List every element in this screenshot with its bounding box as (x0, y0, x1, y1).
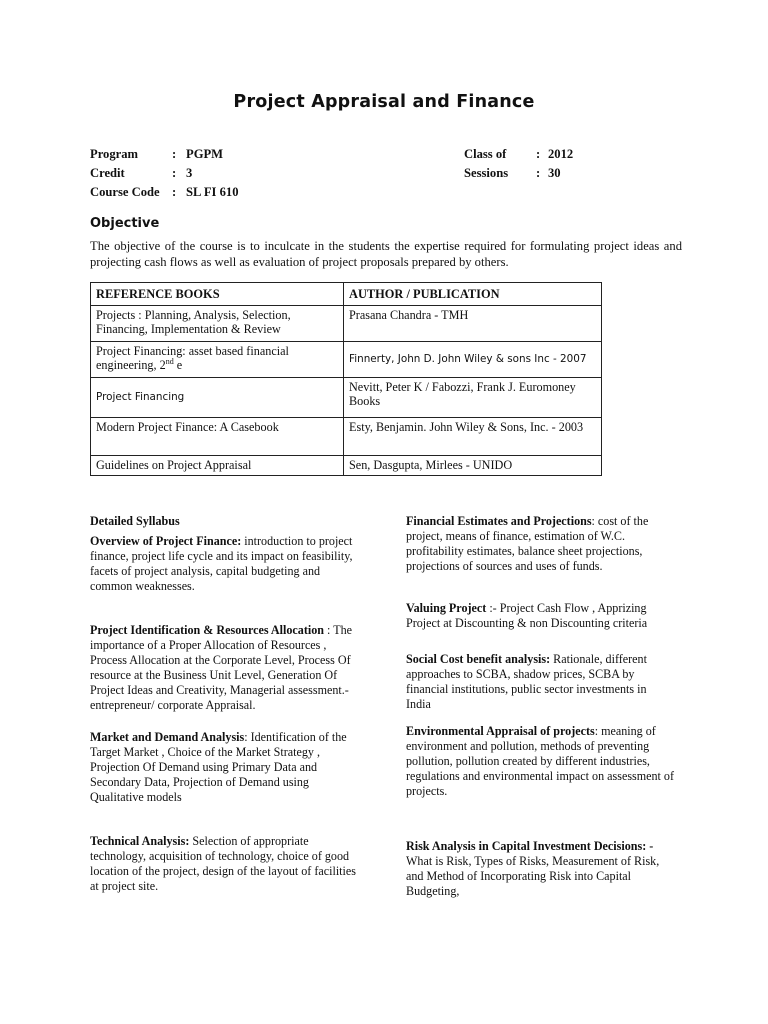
book-title: Guidelines on Project Appraisal (91, 456, 344, 476)
topic-title: Market and Demand Analysis (90, 730, 245, 744)
meta-key: Class of (464, 147, 507, 161)
syllabus-topic (90, 534, 362, 594)
topic-body: :- Project Cash Flow , Apprizing Project at Discounting & non Discounting criteria (406, 601, 648, 630)
meta-key: Sessions (464, 166, 509, 180)
meta-row-credit (90, 164, 239, 183)
table-header-row (91, 283, 602, 306)
topic-title: Overview of Project Finance: (90, 534, 242, 548)
syllabus-topic (406, 839, 674, 899)
meta-value: 30 (548, 166, 561, 180)
topic-body: What is Risk, Types of Risks, Measurement of Risk, and Method of Incorporating Risk into Capital Budgeting, (406, 854, 660, 898)
column-header: AUTHOR / PUBLICATION (344, 283, 602, 306)
meta-key: Credit (90, 166, 125, 180)
meta-value: PGPM (186, 147, 224, 161)
meta-colon: : (536, 166, 541, 180)
syllabus-topic (406, 724, 674, 799)
topic-body: : The importance of a Proper Allocation of Resources , Process Allocation at the Corporate Level, Process Of resource at the Business Unit Level, Generation Of Project Ideas and Creativity, Managerial assessment.- entrepreneur/ corporate Appraisal. (90, 623, 352, 712)
page-title: Project Appraisal and Finance (233, 92, 535, 112)
table-row (91, 456, 602, 476)
book-author: Prasana Chandra - TMH (344, 306, 602, 342)
course-meta-right (464, 145, 573, 183)
meta-row-class-of (464, 145, 573, 164)
syllabus-topic (90, 834, 362, 894)
meta-key: Program (90, 147, 139, 161)
topic-body: introduction to project finance, project life cycle and its impact on feasibility, facets of project analysis, capital budgeting and common weaknesses. (90, 534, 353, 593)
syllabus-heading: Detailed Syllabus (90, 514, 180, 528)
meta-colon: : (536, 147, 541, 161)
topic-title: Risk Analysis in Capital Investment Decisions: - (406, 839, 654, 853)
topic-title: Project Identification & Resources Allocation (90, 623, 324, 637)
meta-row-course-code (90, 183, 239, 202)
meta-value: SL FI 610 (186, 185, 239, 199)
book-title: Project Financing (91, 378, 344, 418)
meta-row-program (90, 145, 239, 164)
topic-body: : meaning of environment and pollution, methods of preventing pollution, pollution created by different industries, regulations and environmental impact on assessment of projects. (406, 724, 675, 798)
meta-value: 2012 (548, 147, 574, 161)
objective-heading: Objective (90, 216, 160, 231)
column-header: REFERENCE BOOKS (91, 283, 344, 306)
table-row (91, 418, 602, 456)
meta-colon: : (172, 185, 177, 199)
book-title: Projects : Planning, Analysis, Selection, Financing, Implementation & Review (91, 306, 344, 342)
book-author: Esty, Benjamin. John Wiley & Sons, Inc. - 2003 (344, 418, 602, 456)
course-meta-left (90, 145, 239, 202)
syllabus-topic (90, 623, 362, 713)
syllabus-topic (406, 514, 674, 574)
table-row (91, 306, 602, 342)
syllabus-topic (406, 601, 674, 631)
topic-title: Social Cost benefit analysis: (406, 652, 551, 666)
topic-title: Technical Analysis: (90, 834, 190, 848)
topic-title: Financial Estimates and Projections (406, 514, 592, 528)
book-author: Sen, Dasgupta, Mirlees - UNIDO (344, 456, 602, 476)
book-title-text: Project Financing: asset based financial engineering, 2 (96, 344, 289, 372)
book-title (91, 342, 344, 378)
reference-books-table (90, 282, 602, 476)
meta-colon: : (172, 166, 177, 180)
meta-row-sessions (464, 164, 573, 183)
syllabus-topic (90, 730, 362, 805)
book-title: Modern Project Finance: A Casebook (91, 418, 344, 456)
meta-colon: : (172, 147, 177, 161)
book-title-tail: e (173, 358, 183, 372)
book-author: Finnerty, John D. John Wiley & sons Inc - 2007 (344, 342, 602, 378)
syllabus-topic (406, 652, 674, 712)
superscript: nd (165, 356, 174, 366)
meta-key: Course Code (90, 185, 160, 199)
table-row (91, 378, 602, 418)
book-author: Nevitt, Peter K / Fabozzi, Frank J. Euromoney Books (344, 378, 602, 418)
meta-value: 3 (186, 166, 193, 180)
topic-title: Environmental Appraisal of projects (406, 724, 595, 738)
table-row (91, 342, 602, 378)
topic-body: Rationale, different approaches to SCBA, shadow prices, SCBA by financial institutions, public sector investments in India (406, 652, 647, 711)
topic-body: : Identification of the Target Market , Choice of the Market Strategy , Projection Of Demand using Primary Data and Secondary Data, Projection of Demand using Qualitative models (90, 730, 347, 804)
topic-title: Valuing Project (406, 601, 487, 615)
objective-text: The objective of the course is to inculcate in the students the expertise required for formulating project ideas and projecting cash flows as well as evaluation of project proposals prepared by others. (90, 239, 682, 269)
topic-body: Selection of appropriate technology, acquisition of technology, choice of good location of the project, design of the layout of facilities at project site. (90, 834, 356, 893)
topic-body: : cost of the project, means of finance, estimation of W.C. profitability estimates, balance sheet projections, projections of sources and uses of funds. (406, 514, 649, 573)
